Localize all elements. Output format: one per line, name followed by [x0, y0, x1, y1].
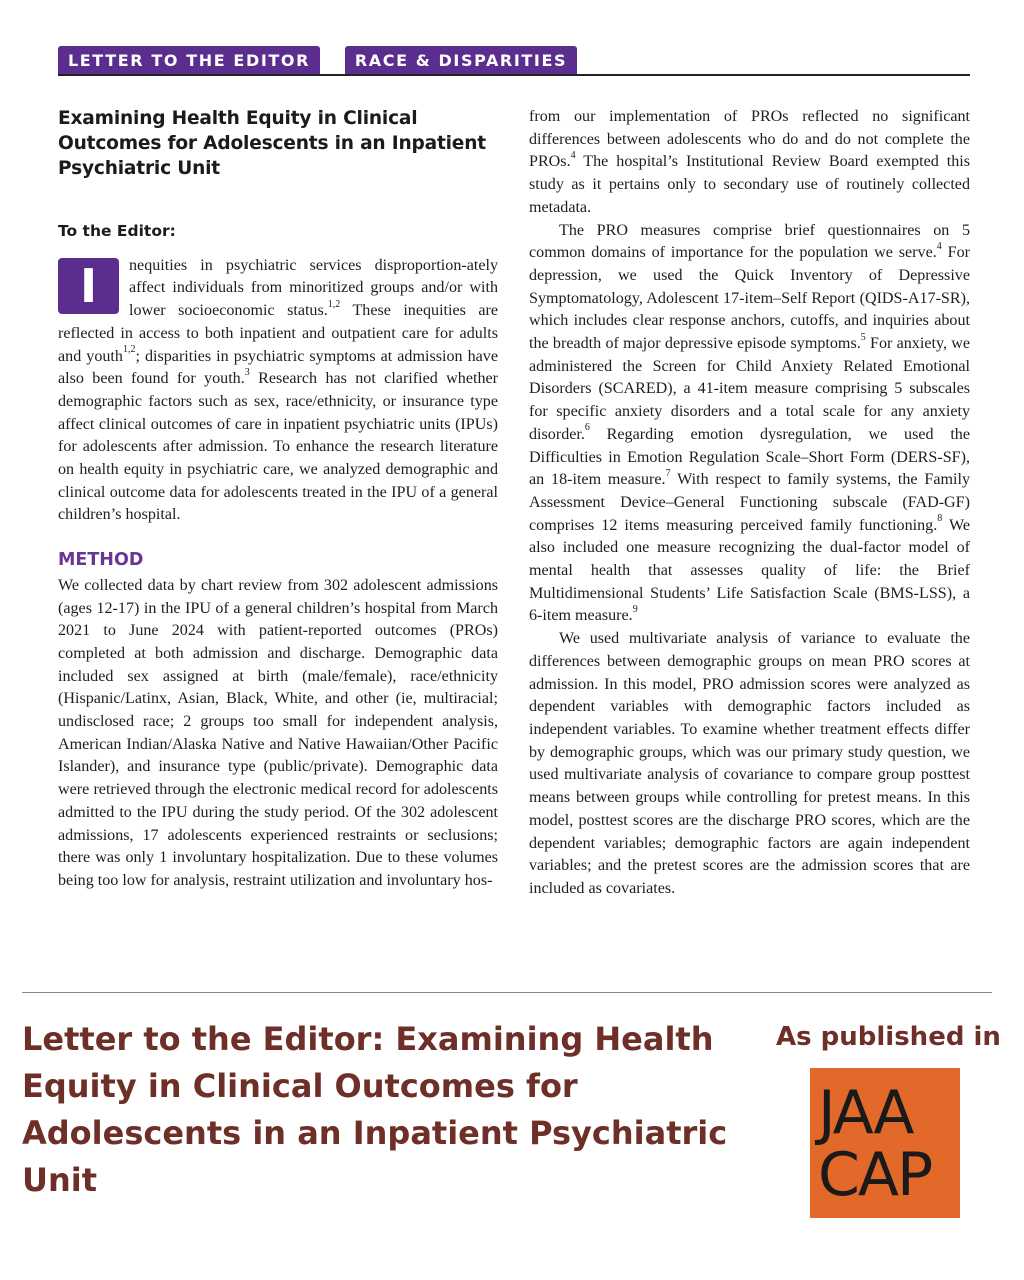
tab-race-disparities: RACE & DISPARITIES	[345, 46, 577, 74]
method-paragraph: We collected data by chart review from 302 adolescent admissions (ages 12-17) in the IPU of a general children’s hospital from March 2021 to June 2024 with patient-reported outcomes (PROs) completed at both admission and discharge. Demographic data included sex assigned at birth (male/female), race/ethnicity (Hispanic/Latinx, Asian, Black, White, and other (ie, multiracial; undisclosed race; 2 groups too small for independent analysis, American Indian/Alaska Native and Native Hawaiian/Other Pacific Islander), and insurance type (public/private). Demographic data were retrieved through the electronic medical record for adolescents admitted to the IPU during the study period. Of the 302 adolescent admissions, 17 adolescents experienced restraints or seclusions; there was only 1 involuntary hospitalization. Due to these volumes being too low for analysis, restraint utilization and involuntary hos-	[58, 576, 498, 889]
tab-letter-to-the-editor: LETTER TO THE EDITOR	[58, 46, 320, 74]
intro-paragraph: I nequities in psychiatric services disproportion-ately affect individuals from minoritized groups and/or with lower socioeconomic status.$^{1,2}$ These inequities are reflected in access to both inpatient and outpatient care for adults and youth$^{1,2}$; disparities in psychiatric symptoms at admission have also been found for youth.$^3$ Research has not clarified whether demographic factors such as sex, race/ethnicity, or insurance type affect clinical outcomes of care in inpatient psychiatric units (IPUs) for adolescents after admission. To enhance the research literature on health equity in psychiatric care, we analyzed demographic and clinical outcome data for adolescents treated in the IPU of a general children’s hospital.	[58, 256, 499, 524]
drop-cap: I	[58, 258, 119, 314]
body-paragraph-2: The PRO measures comprise brief questionnaires on 5 common domains of importance for the population we serve.$^4$ For depression, we used the Quick Inventory of Depressive Symptomatology, Adolescent 17-item–Self Report (QIDS-A17-SR), which includes clear response anchors, cutoffs, and inquiries about the breadth of major depressive episode symptoms.$^5$ For anxiety, we administered the Screen for Child Anxiety Related Emotional Disorders (SCARED), a 41-item measure comprising 5 subscales for specific anxiety disorders and a total scale for any anxiety disorder.$^6$ Regarding emotion dysregulation, we used the Difficulties in Emotion Regulation Scale–Short Form (DERS-SF), an 18-item measure.$^7$ With respect to family systems, the Family Assessment Device–General Functioning subscale (FAD-GF) comprises 12 items measuring perceived family functioning.$^8$ We also included one measure recognizing the dual-factor model of mental health that assesses quality of life: the Brief Multidimensional Students’ Life Satisfaction Scale (BMS-LSS), a 6-item measure.$^9$	[529, 221, 971, 625]
logo-line-2: CAP	[818, 1140, 932, 1210]
salutation: To the Editor:	[58, 222, 176, 240]
divider	[22, 992, 992, 993]
header-rule	[58, 74, 970, 76]
article-title: Examining Health Equity in Clinical Outcomes for Adolescents in an Inpatient Psychiatric Unit	[58, 108, 486, 179]
logo-line-1: JAA	[818, 1078, 913, 1148]
article-right-column	[529, 106, 970, 901]
article-left-column	[58, 106, 498, 893]
published-in-label: As published in	[776, 1022, 1001, 1052]
section-tabs	[58, 46, 970, 76]
body-paragraph-3: We used multivariate analysis of variance to evaluate the differences between demographic groups on mean PRO scores at admission. In this model, PRO admission scores were analyzed as dependent variables with demographic factors included as independent variables. To examine whether treatment effects differ by demographic groups, which was our primary study question, we used multivariate analysis of covariance to compare group posttest means between groups while controlling for pretest means. In this model, posttest scores are the discharge PRO scores, which are the dependent variables; demographic factors are again independent variables; and the pretest scores are the admission scores that are included as covariates.	[529, 630, 970, 897]
footer-title: Letter to the Editor: Examining Health Equity in Clinical Outcomes for Adolescents in an Inpatient Psychiatric Unit	[22, 1020, 728, 1199]
jaacap-logo	[810, 1068, 960, 1218]
body-paragraph-1: from our implementation of PROs reflected no significant differences between adolescents who do and do not complete the PROs.$^4$ The hospital’s Institutional Review Board exempted this study as it pertains only to secondary use of routinely collected metadata.	[529, 108, 970, 216]
method-heading: METHOD	[58, 550, 144, 571]
